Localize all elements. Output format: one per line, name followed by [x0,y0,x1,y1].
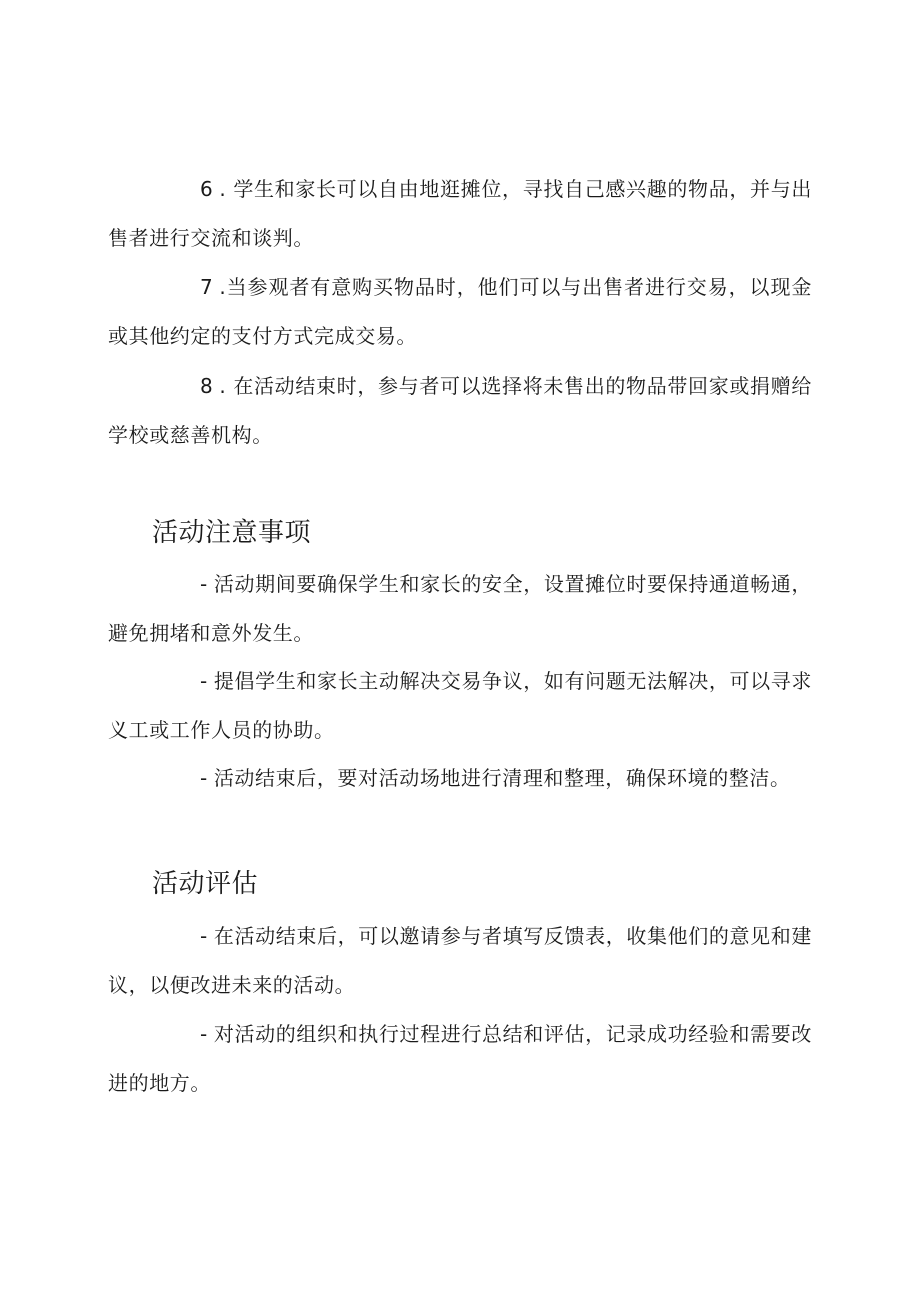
step-number: 6 [200,177,214,201]
note-text: 活动期间要确保学生和家长的安全，设置摊位时要保持通道畅通，避免拥堵和意外发生。 [108,572,812,645]
evaluation-heading: 活动评估 [152,869,259,899]
notes-item-2 [108,657,812,755]
step-text: . 在活动结束时，参与者可以选择将未售出的物品带回家或捐赠给学校或慈善机构。 [108,374,812,447]
bullet-dash: - [200,669,208,693]
step-number: 7 [200,275,214,299]
notes-heading: 活动注意事项 [152,518,312,548]
step-text: . 学生和家长可以自由地逛摊位，寻找自己感兴趣的物品，并与出售者进行交流和谈判。 [108,177,812,250]
evaluation-text: 对活动的组织和执行过程进行总结和评估，记录成功经验和需要改进的地方。 [108,1022,812,1095]
note-text: 活动结束后，要对活动场地进行清理和整理，确保环境的整洁。 [213,766,791,790]
step-text: .当参观者有意购买物品时，他们可以与出售者进行交易，以现金或其他约定的支付方式完成交易。 [108,275,812,348]
bullet-dash: - [200,924,208,948]
notes-item-1 [108,560,812,658]
step-7-paragraph [108,263,812,361]
bullet-dash: - [200,766,208,790]
notes-item-3 [108,754,812,803]
step-number: 8 [200,374,214,398]
bullet-dash: - [200,572,208,596]
evaluation-item-2 [108,1010,812,1108]
step-6-paragraph [108,165,812,263]
evaluation-item-1 [108,912,812,1010]
evaluation-text: 在活动结束后，可以邀请参与者填写反馈表，收集他们的意见和建议，以便改进未来的活动。 [108,924,812,997]
step-8-paragraph [108,362,812,460]
note-text: 提倡学生和家长主动解决交易争议，如有问题无法解决，可以寻求义工或工作人员的协助。 [108,669,812,742]
bullet-dash: - [200,1022,208,1046]
